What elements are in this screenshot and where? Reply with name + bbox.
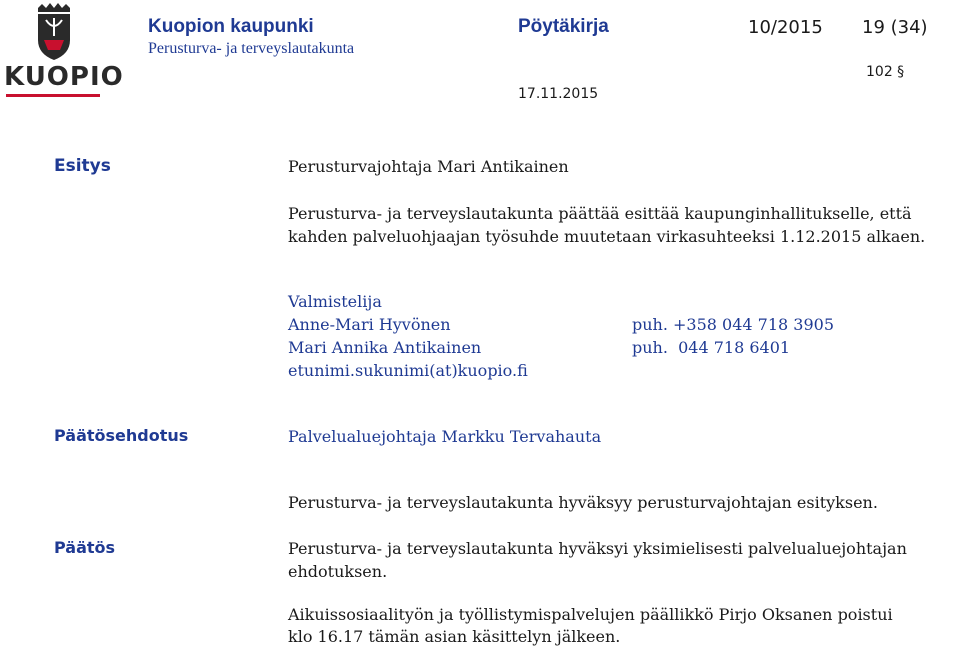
section-number: 102 § [866, 64, 905, 80]
kuopio-logo [4, 2, 124, 98]
esitys-label: Esitys [54, 156, 111, 176]
contact-email: etunimi.sukunimi(at)kuopio.fi [288, 361, 528, 380]
document-number: 10/2015 [748, 17, 823, 38]
organization-name: Kuopion kaupunki [148, 16, 314, 37]
esitys-presenter: Perusturvajohtaja Mari Antikainen [288, 157, 569, 176]
paatos-label: Päätös [54, 538, 116, 557]
paatosehdotus-text: Perusturva- ja terveyslautakunta hyväksyy perusturvajohtajan esityksen. [288, 493, 878, 512]
contact-phone-2: puh. 044 718 6401 [632, 338, 791, 357]
meeting-date: 17.11.2015 [518, 86, 599, 102]
esitys-text-line2: kahden palveluohjaajan työsuhde muutetaan virkasuhteeksi 1.12.2015 alkaen. [288, 227, 926, 246]
paatosehdotus-presenter: Palvelualuejohtaja Markku Tervahauta [288, 427, 602, 446]
coat-of-arms-icon [4, 2, 104, 64]
contact-name-2: Mari Annika Antikainen [288, 338, 482, 357]
valmistelija-heading: Valmistelija [288, 292, 382, 311]
logo-wordmark: KUOPIO [4, 62, 124, 92]
document-type: Pöytäkirja [518, 16, 609, 37]
paatos-text-line4: klo 16.17 tämän asian käsittelyn jälkeen. [288, 627, 621, 646]
paatos-text-line1: Perusturva- ja terveyslautakunta hyväksyi yksimielisesti palvelualuejohtajan [288, 539, 907, 558]
esitys-text-line1: Perusturva- ja terveyslautakunta päättää esittää kaupunginhallitukselle, että [288, 204, 912, 223]
paatos-text-line3: Aikuissosiaalityön ja työllistymispalvelujen päällikkö Pirjo Oksanen poistui [288, 605, 893, 624]
page-number: 19 (34) [862, 17, 928, 38]
board-name: Perusturva- ja terveyslautakunta [148, 40, 355, 57]
paatosehdotus-label: Päätösehdotus [54, 426, 189, 445]
contact-phone-1: puh. +358 044 718 3905 [632, 315, 835, 334]
paatos-text-line2: ehdotuksen. [288, 562, 388, 581]
logo-underline [6, 94, 100, 97]
contact-name-1: Anne-Mari Hyvönen [288, 315, 451, 334]
